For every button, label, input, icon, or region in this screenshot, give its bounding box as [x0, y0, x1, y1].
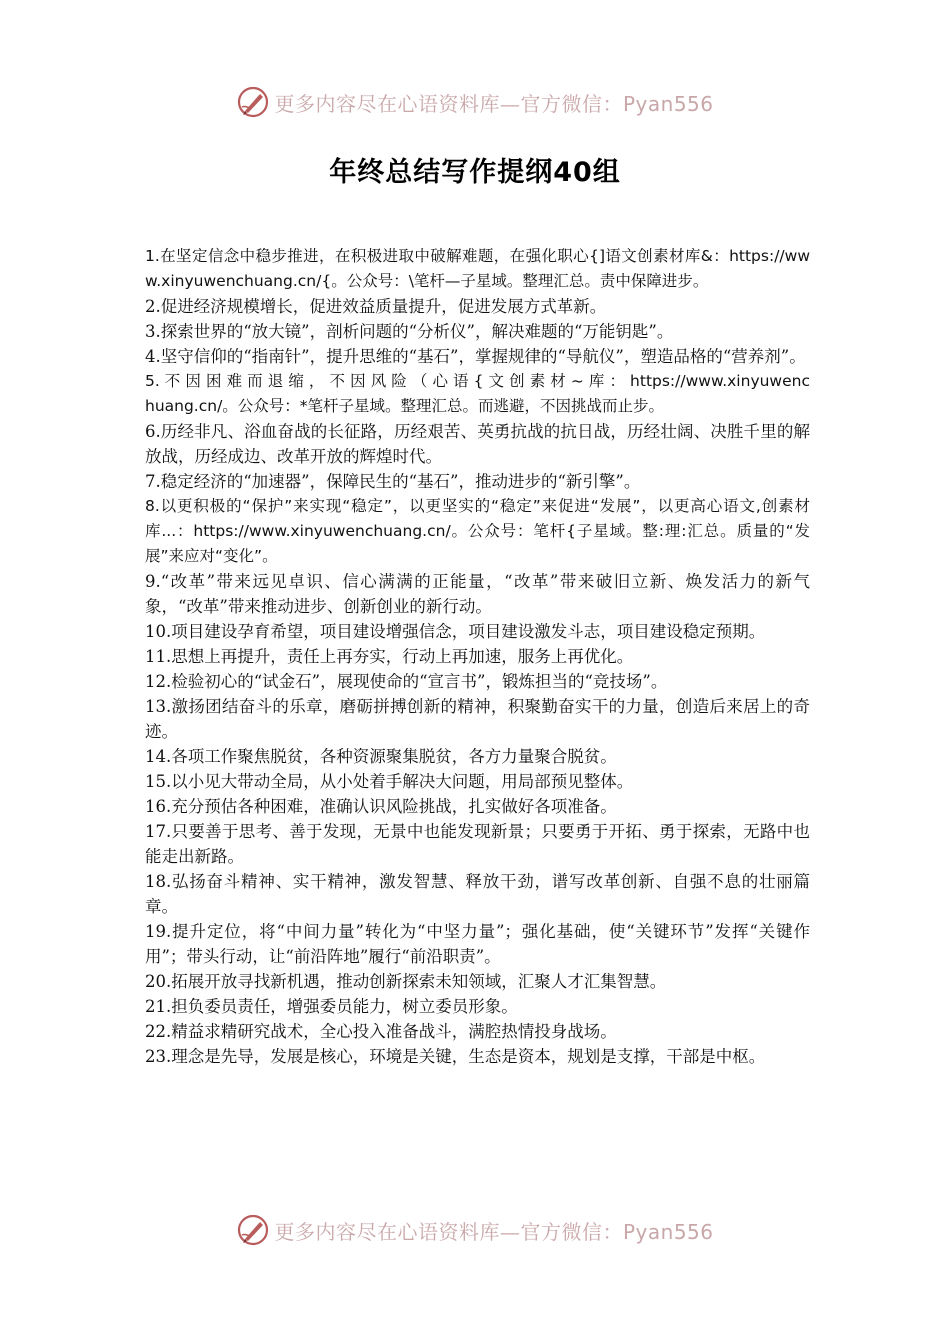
list-item: 1.在坚定信念中稳步推进，在积极进取中破解难题，在强化职心{]语文创素材库&：https://www.xinyuwenchuang.cn/{。公众号：\笔杆—子星域。整理汇总。责中保障进步。 [145, 247, 810, 290]
list-item: 10.项目建设孕育希望，项目建设增强信念，项目建设激发斗志，项目建设稳定预期。 [145, 622, 766, 641]
list-item: 20.拓展开放寻找新机遇，推动创新探索未知领域，汇聚人才汇集智慧。 [145, 972, 667, 991]
footer-banner [0, 1210, 950, 1250]
list-item: 13.激扬团结奋斗的乐章，磨砺拼搏创新的精神，积聚勤奋实干的力量，创造后来居上的奇迹。 [145, 697, 810, 741]
list-item: 8.以更积极的“保护”来实现“稳定”，以更坚实的“稳定”来促进“发展”，以更高心语文,创素材库...：https://www.xinyuwenchuang.cn/。公众号：笔杆{子星域。整:理:汇总。质量的“发展”来应对“变化”。 [145, 497, 810, 565]
wechat-handle: Pyan556 [622, 1219, 714, 1244]
list-item: 17.只要善于思考、善于发现，无景中也能发现新景；只要勇于开拓、勇于探索，无路中也能走出新路。 [145, 822, 810, 866]
wechat-handle: Pyan556 [622, 91, 714, 116]
list-item: 5. 不 因 困 难 而 退 缩 ， 不 因 风 险 （ 心 语 { 文 创 素 材 ~ 库 ： https://www.xinyuwenchuang.cn/。公众号：*笔杆子星域。整理汇总。而逃避，不因挑战而止步。 [145, 372, 810, 415]
pen-logo-icon [236, 1213, 270, 1247]
list-item: 21.担负委员责任，增强委员能力，树立委员形象。 [145, 997, 518, 1016]
list-item: 3.探索世界的“放大镜”，剖析问题的“分析仪”，解决难题的“万能钥匙”。 [145, 322, 674, 341]
list-item: 18.弘扬奋斗精神、实干精神，激发智慧、释放干劲，谱写改革创新、自强不息的壮丽篇章。 [145, 872, 810, 916]
list-item: 2.促进经济规模增长，促进效益质量提升，促进发展方式革新。 [145, 297, 607, 316]
list-item: 14.各项工作聚焦脱贫，各种资源聚集脱贫，各方力量聚合脱贫。 [145, 747, 617, 766]
list-item: 16.充分预估各种困难，准确认识风险挑战，扎实做好各项准备。 [145, 797, 617, 816]
pen-logo-icon [236, 85, 270, 119]
list-item: 19.提升定位，将“中间力量”转化为“中坚力量”；强化基础，使“关键环节”发挥“关键作用”；带头行动，让“前沿阵地”履行“前沿职责”。 [145, 922, 810, 966]
list-item: 7.稳定经济的“加速器”，保障民生的“基石”，推动进步的“新引擎”。 [145, 472, 641, 491]
banner-text: 更多内容尽在心语资料库—官方微信：Pyan556 [274, 1219, 714, 1244]
list-item: 23.理念是先导，发展是核心，环境是关键，生态是资本，规划是支撑，干部是中枢。 [145, 1047, 766, 1066]
document-title: 年终总结写作提纲40组 [329, 157, 621, 188]
list-item: 9.“改革”带来远见卓识、信心满满的正能量，“改革”带来破旧立新、焕发活力的新气象，“改革”带来推动进步、创新创业的新行动。 [145, 572, 810, 616]
list-item: 6.历经非凡、浴血奋战的长征路，历经艰苦、英勇抗战的抗日战，历经壮阔、决胜千里的解放战，历经成边、改革开放的辉煌时代。 [145, 422, 810, 466]
list-item: 12.检验初心的“试金石”，展现使命的“宣言书”，锻炼担当的“竞技场”。 [145, 672, 668, 691]
list-item: 11.思想上再提升，责任上再夯实，行动上再加速，服务上再优化。 [145, 647, 634, 666]
header-banner [0, 82, 950, 122]
list-item: 4.坚守信仰的“指南针”，提升思维的“基石”，掌握规律的“导航仪”，塑造品格的“营养剂”。 [145, 347, 806, 366]
list-item: 15.以小见大带动全局，从小处着手解决大问题，用局部预见整体。 [145, 772, 634, 791]
banner-text: 更多内容尽在心语资料库—官方微信：Pyan556 [274, 91, 714, 116]
document-body [145, 244, 810, 1069]
list-item: 22.精益求精研究战术，全心投入准备战斗，满腔热情投身战场。 [145, 1022, 617, 1041]
